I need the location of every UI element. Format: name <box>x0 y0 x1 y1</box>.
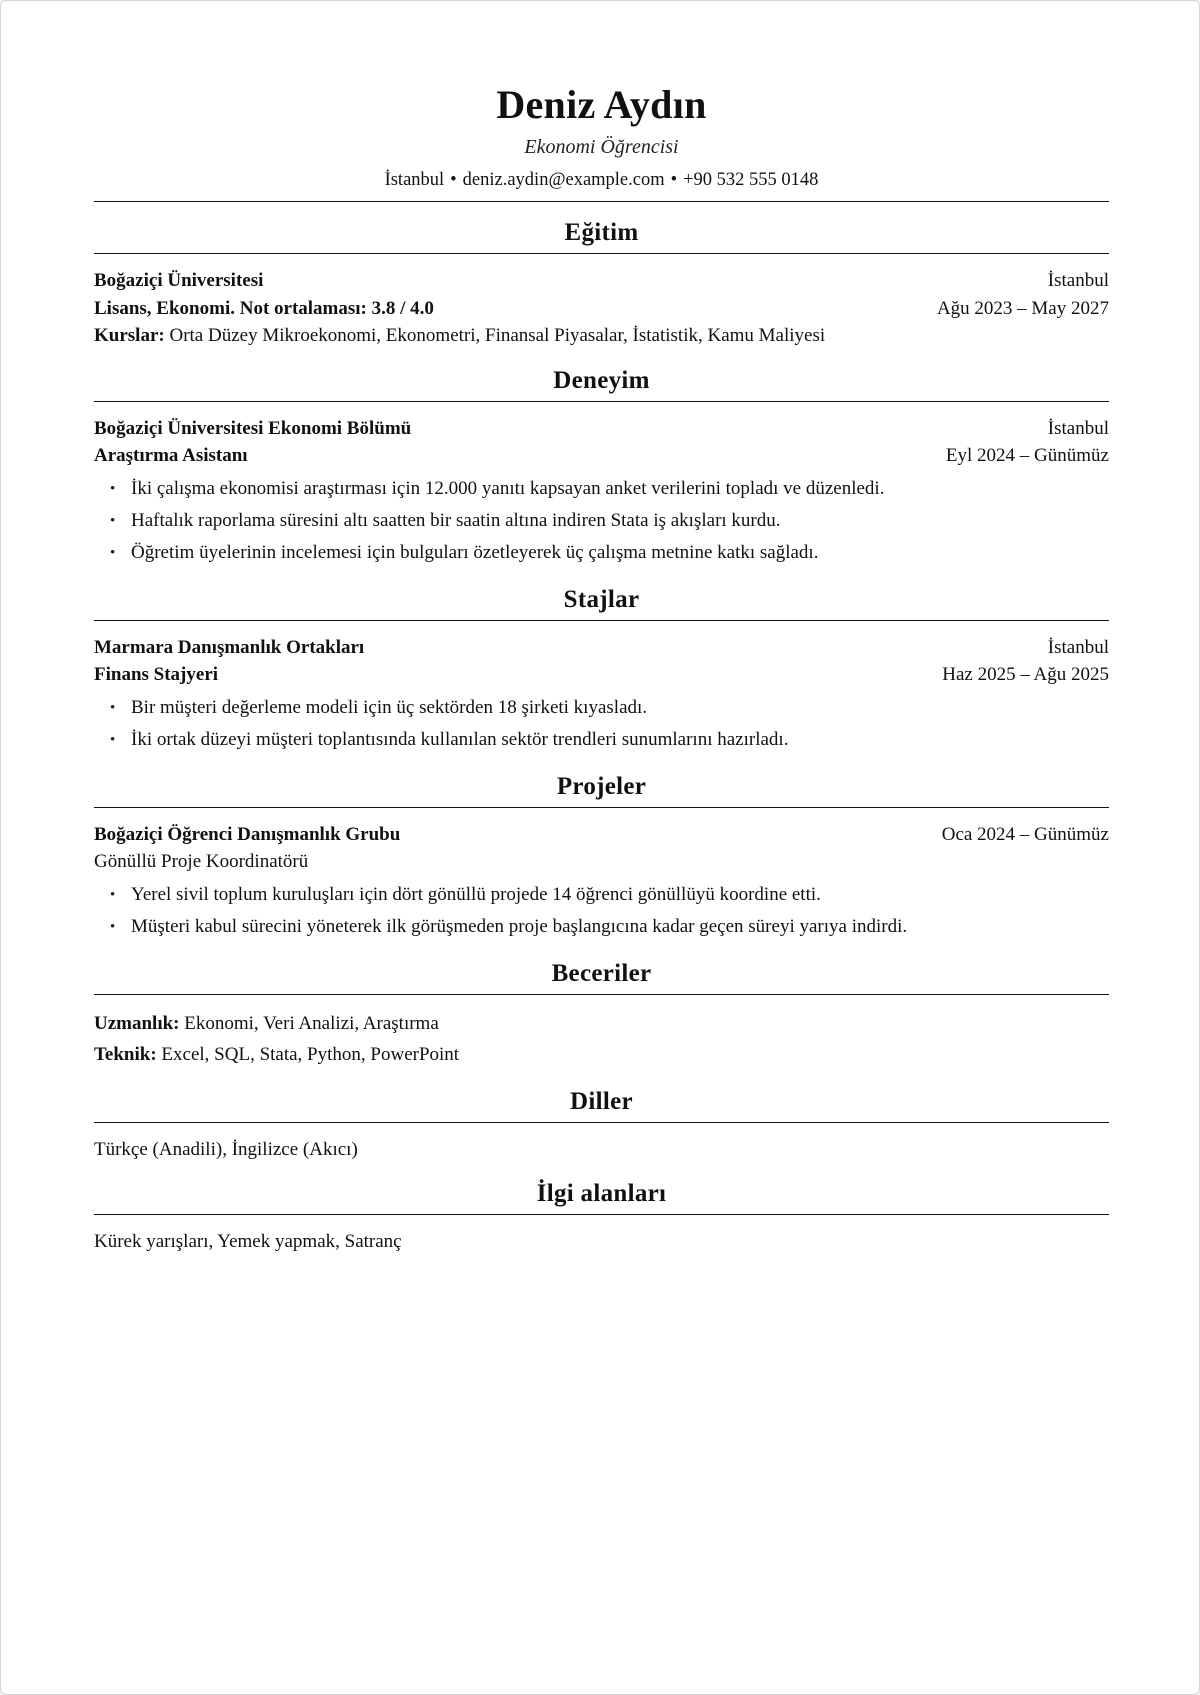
experience-dates: Eyl 2024 – Günümüz <box>945 445 1109 466</box>
bullet-icon: • <box>110 886 116 903</box>
skills-expertise-label: Uzmanlık: <box>94 1012 180 1034</box>
bullet-text: Bir müşteri değerleme modeli için üç sektörden 18 şirketi kıyasladı. <box>131 696 648 718</box>
bullet-text: Müşteri kabul sürecini yöneterek ilk görüşmeden proje başlangıcına kadar geçen süreyi yarıya indirdi. <box>131 915 908 937</box>
projects-section <box>94 808 1109 943</box>
project-bullets <box>94 879 1109 943</box>
education-courses-label: Kurslar: <box>94 325 165 346</box>
project-org-row <box>94 821 1109 849</box>
education-location: İstanbul <box>1047 270 1109 291</box>
experience-role: Araştırma Asistanı <box>94 445 248 466</box>
internship-bullets <box>94 692 1109 756</box>
list-item <box>94 505 1109 537</box>
skills-technical-row <box>94 1039 1109 1071</box>
bullet-text: Öğretim üyelerinin incelemesi için bulguları özetleyerek üç çalışma metnine katkı sağladı. <box>131 541 819 563</box>
internships-section <box>94 621 1109 756</box>
bullet-text: İki ortak düzeyi müşteri toplantısında kullanılan sektör trendleri sunumlarını hazırladı. <box>131 728 789 750</box>
languages-text: Türkçe (Anadili), İngilizce (Akıcı) <box>94 1138 358 1160</box>
candidate-subtitle: Ekonomi Öğrencisi <box>524 136 679 158</box>
section-title-skills: Beceriler <box>551 959 652 987</box>
education-degree: Lisans, Ekonomi. Not ortalaması: 3.8 / 4.0 <box>94 297 434 319</box>
contact-phone: +90 532 555 0148 <box>683 170 819 190</box>
education-degree-row <box>94 295 1109 323</box>
section-title-projects: Projeler <box>556 772 647 800</box>
contact-email: deniz.aydin@example.com <box>462 170 665 190</box>
education-courses-row <box>94 322 1109 350</box>
internship-org-row <box>94 634 1109 662</box>
contact-separator: • <box>450 170 457 190</box>
list-item <box>94 724 1109 756</box>
experience-location: İstanbul <box>1047 417 1109 439</box>
project-dates: Oca 2024 – Günümüz <box>941 823 1109 845</box>
bullet-icon: • <box>110 480 116 497</box>
list-item <box>94 692 1109 724</box>
bullet-icon: • <box>110 544 116 561</box>
education-section <box>94 254 1109 350</box>
project-role: Gönüllü Proje Koordinatörü <box>94 851 309 872</box>
experience-bullets <box>94 473 1109 569</box>
education-school: Boğaziçi Üniversitesi <box>94 270 264 291</box>
section-title-internships: Stajlar <box>563 585 640 613</box>
bullet-icon: • <box>110 512 116 529</box>
internship-role: Finans Stajyeri <box>94 664 219 685</box>
section-title-experience: Deneyim <box>553 366 650 394</box>
skills-section <box>94 995 1109 1071</box>
bullet-text: Yerel sivil toplum kuruluşları için dört gönüllü projede 14 öğrenci gönüllüyü koordine etti. <box>131 883 821 905</box>
experience-role-row <box>94 442 1109 470</box>
bullet-icon: • <box>110 699 116 716</box>
bullet-icon: • <box>110 918 116 935</box>
skills-technical-label: Teknik: <box>94 1044 157 1065</box>
experience-section <box>94 402 1109 569</box>
bullet-text: İki çalışma ekonomisi araştırması için 12.000 yanıtı kapsayan anket verilerini topladı ve düzenledi. <box>131 477 885 499</box>
candidate-name: Deniz Aydın <box>496 82 707 127</box>
resume-content <box>94 79 1109 1256</box>
section-title-languages: Diller <box>570 1087 633 1115</box>
list-item <box>94 473 1109 505</box>
bullet-icon: • <box>110 731 116 748</box>
internship-org: Marmara Danışmanlık Ortakları <box>94 636 365 658</box>
bullet-text: Haftalık raporlama süresini altı saatten bir saatin altına indiren Stata iş akışları kurdu. <box>131 509 781 531</box>
list-item <box>94 537 1109 569</box>
experience-org-row <box>94 415 1109 443</box>
section-title-interests: İlgi alanları <box>536 1180 667 1207</box>
contact-city: İstanbul <box>384 170 445 190</box>
section-title-education: Eğitim <box>564 219 639 246</box>
internship-location: İstanbul <box>1047 636 1109 658</box>
experience-org: Boğaziçi Üniversitesi Ekonomi Bölümü <box>94 417 412 439</box>
list-item <box>94 911 1109 943</box>
skills-technical: Excel, SQL, Stata, Python, PowerPoint <box>161 1044 460 1065</box>
interests-section <box>94 1215 1109 1256</box>
internship-role-row <box>94 661 1109 689</box>
skills-expertise: Ekonomi, Veri Analizi, Araştırma <box>184 1012 439 1034</box>
internship-dates: Haz 2025 – Ağu 2025 <box>942 664 1109 685</box>
contact-line <box>94 167 1109 193</box>
education-dates: Ağu 2023 – May 2027 <box>936 297 1109 319</box>
education-school-row <box>94 267 1109 295</box>
education-courses: Orta Düzey Mikroekonomi, Ekonometri, Finansal Piyasalar, İstatistik, Kamu Maliyesi <box>169 325 826 346</box>
contact-separator: • <box>670 170 678 190</box>
interests-text: Kürek yarışları, Yemek yapmak, Satranç <box>94 1231 402 1252</box>
project-org: Boğaziçi Öğrenci Danışmanlık Grubu <box>94 823 401 845</box>
languages-section <box>94 1123 1109 1164</box>
list-item <box>94 879 1109 911</box>
skills-expertise-row <box>94 1008 1109 1040</box>
